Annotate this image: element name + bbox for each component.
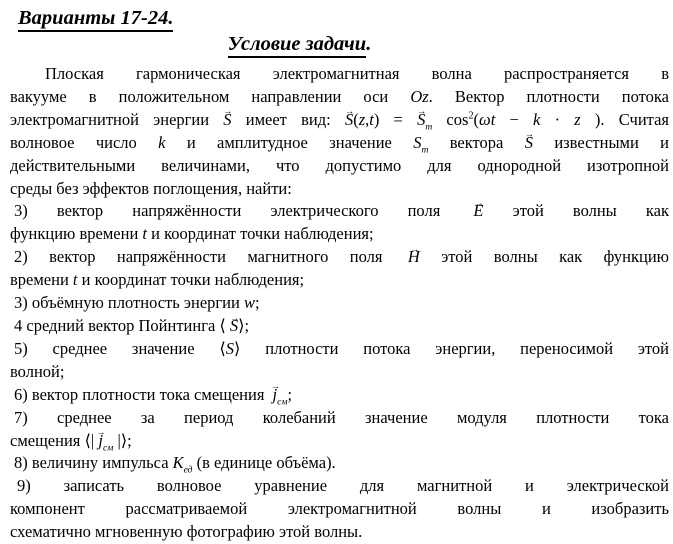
text-run: ⟩ плотности потока энергии, переносимой этой — [234, 338, 669, 358]
text-run: действительными величинами, что допустимо для однородной изотропной — [10, 155, 669, 175]
text-run: смещения ⟨| — [10, 430, 99, 450]
text-run: · — [540, 109, 575, 129]
item-8-momentum — [10, 452, 669, 475]
vector-symbol: → j — [269, 387, 278, 404]
vector-symbol: → S — [417, 112, 425, 129]
vector-symbol: → S — [223, 112, 231, 129]
text-run: (в единице объёма). — [192, 453, 336, 473]
text-run: известными и — [532, 132, 670, 152]
text-run: ⟨ — [219, 338, 226, 358]
vector-symbol: → S — [525, 135, 533, 152]
subscript-label: ед — [183, 464, 193, 476]
math-variable: t — [369, 109, 374, 129]
vector-symbol: → j — [98, 433, 103, 450]
text-run: 3) вектор напряжённости электрического поля — [14, 201, 470, 221]
item-5-mean-flux-line-1 — [10, 338, 669, 361]
intro-line-1 — [10, 63, 669, 86]
item-9-wave-equation-line-2 — [10, 498, 669, 521]
intro-line-3-formula — [10, 109, 669, 132]
text-run: времени — [10, 270, 73, 290]
text-run: этой волны как функцию — [419, 247, 669, 267]
math-variable: S — [413, 132, 422, 152]
item-3-electric-field-line-2 — [10, 223, 669, 246]
text-run: вакууме в положительном направлении оси — [10, 86, 411, 106]
subscript-label: см — [277, 395, 288, 407]
subscript-label: m — [425, 121, 433, 133]
item-7-mean-modulus-line-2 — [10, 430, 669, 453]
heading-variants — [10, 5, 669, 31]
text-run: имеет вид: — [231, 109, 345, 129]
math-variable: K — [172, 453, 184, 473]
intro-line-5 — [10, 155, 669, 178]
text-run: , — [365, 109, 370, 129]
item-3-electric-field-line-1 — [10, 200, 669, 223]
text-run: Плоская гармоническая электромагнитная волна распространяется в — [45, 64, 669, 83]
text-run: электромагнитной энергии — [10, 109, 224, 129]
superscript-label: 2 — [468, 110, 474, 122]
heading-text: Условие задачи — [228, 33, 367, 58]
heading-task-condition — [10, 31, 589, 58]
text-run: |⟩; — [113, 430, 132, 450]
subscript-label: см — [102, 441, 114, 453]
text-run: компонент рассматриваемой электромагнитной волны и изобразить — [10, 499, 669, 519]
text-run: и координат точки наблюдения; — [147, 224, 374, 244]
text-run: волновое число — [10, 132, 159, 152]
math-variable: t — [142, 224, 147, 244]
heading-text: Варианты 17-24. — [18, 7, 173, 32]
text-run: и координат точки наблюдения; — [77, 270, 305, 290]
text-run: 4 средний вектор Пойнтинга — [14, 315, 220, 335]
item-3-energy-density — [10, 292, 669, 315]
text-run: ( — [353, 109, 359, 129]
subscript-label: m — [421, 144, 429, 156]
text-run: cos — [432, 109, 469, 129]
item-7-mean-modulus-line-1 — [10, 407, 669, 430]
vector-symbol: → S — [345, 112, 353, 129]
math-variable: t — [72, 270, 78, 290]
text-run: 9) записать волновое уравнение для магнитной и электрической — [17, 476, 669, 496]
math-variable: Oz — [410, 86, 429, 106]
intro-line-2 — [10, 86, 669, 109]
math-variable: k — [158, 132, 166, 152]
item-6-displacement-current — [10, 384, 669, 407]
text-run: 6) вектор плотности тока смещения — [14, 384, 269, 404]
text-run: ; — [254, 293, 260, 313]
text-run: 5) среднее значение — [14, 338, 220, 358]
item-9-wave-equation-line-1 — [10, 475, 669, 498]
vector-symbol: → H — [404, 249, 420, 266]
text-run: ). Считая — [580, 109, 670, 129]
text-run: среды без эффектов поглощения, найти: — [10, 178, 292, 198]
math-variable: k — [533, 109, 541, 129]
text-run: 3) объёмную плотность энергии — [14, 293, 244, 313]
text-run: этой волны как — [483, 201, 669, 221]
math-variable: z — [574, 109, 581, 129]
text-run: волной; — [10, 361, 65, 381]
text-run: 2) вектор напряжённости магнитного поля — [14, 247, 404, 267]
math-variable: ωt — [479, 109, 496, 129]
intro-line-4 — [10, 132, 669, 155]
text-run: ⟨ — [219, 315, 226, 335]
vector-symbol: → S — [226, 318, 238, 335]
text-run: функцию времени — [10, 224, 143, 244]
text-run: ) = — [373, 109, 418, 129]
text-run: ( — [473, 109, 480, 129]
text-run: − — [495, 109, 534, 129]
text-run: 8) величину импульса — [14, 453, 173, 473]
text-run: . Вектор плотности потока — [428, 86, 669, 106]
item-5-mean-flux-line-2 — [10, 361, 669, 384]
intro-line-6 — [10, 178, 669, 201]
text-run: ; — [287, 384, 293, 404]
math-variable: z — [358, 109, 366, 129]
item-2-magnetic-field-line-1 — [10, 246, 669, 269]
math-variable: S — [225, 338, 235, 358]
text-run: вектора — [428, 132, 525, 152]
item-2-magnetic-field-line-2 — [10, 269, 669, 292]
text-run: схематично мгновенную фотографию этой волны. — [10, 522, 363, 542]
vector-symbol: → E — [469, 203, 483, 220]
item-9-wave-equation-line-3 — [10, 521, 669, 544]
text-run: и амплитудное значение — [165, 132, 414, 152]
text-run: 7) среднее за период колебаний значение модуля плотности тока — [14, 407, 669, 427]
text-run: ⟩; — [238, 315, 250, 335]
math-variable: w — [243, 293, 255, 313]
item-4-poynting-vector — [10, 315, 669, 338]
heading-text: . — [366, 33, 372, 55]
